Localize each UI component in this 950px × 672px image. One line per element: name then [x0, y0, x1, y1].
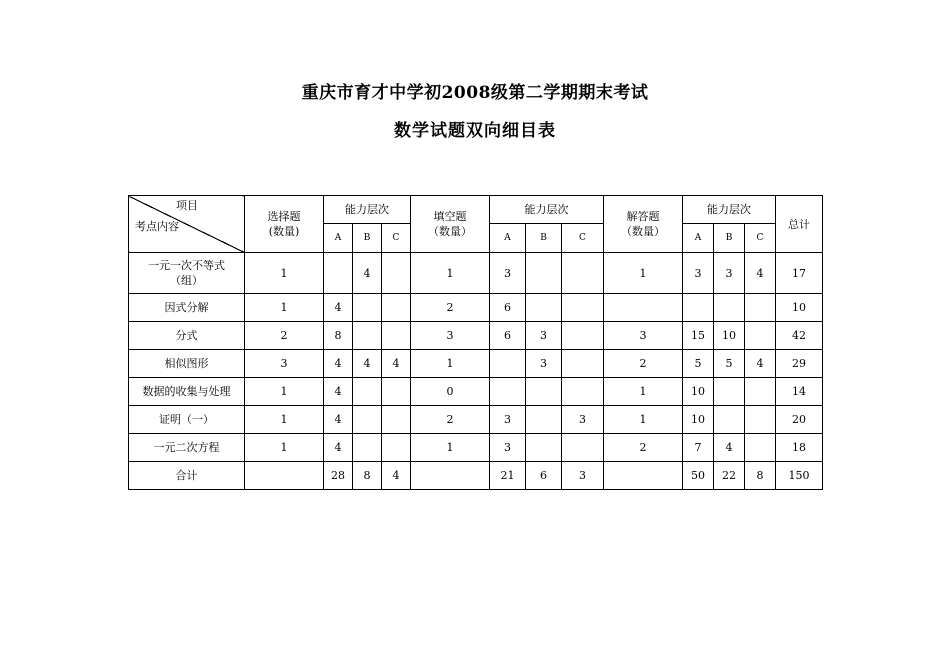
answer-a: 5: [683, 350, 714, 378]
choice-a: 4: [324, 378, 353, 406]
answer-count: 1: [604, 378, 683, 406]
fill-b: 6: [526, 462, 562, 490]
fill-b: [526, 294, 562, 322]
choice-count: 1: [245, 378, 324, 406]
choice-a: 4: [324, 434, 353, 462]
fill-c: [562, 378, 604, 406]
table-row: [129, 322, 823, 350]
header-answer-ability: 能力层次: [683, 196, 776, 224]
choice-b: 4: [353, 350, 382, 378]
fill-a: 3: [490, 406, 526, 434]
choice-b: [353, 294, 382, 322]
topic-cell: 分式: [129, 322, 245, 350]
level-a: A: [490, 224, 526, 253]
fill-c: 3: [562, 462, 604, 490]
answer-count: 1: [604, 253, 683, 294]
answer-a: 50: [683, 462, 714, 490]
answer-b: 4: [714, 434, 745, 462]
fill-a: 6: [490, 294, 526, 322]
fill-count: 0: [411, 378, 490, 406]
fill-b: [526, 378, 562, 406]
answer-c: 4: [745, 350, 776, 378]
answer-c: [745, 434, 776, 462]
choice-a: 4: [324, 350, 353, 378]
fill-count: 3: [411, 322, 490, 350]
choice-c: [382, 406, 411, 434]
topic-cell: 数据的收集与处理: [129, 378, 245, 406]
answer-count: 2: [604, 350, 683, 378]
level-c: C: [562, 224, 604, 253]
choice-b: 8: [353, 462, 382, 490]
answer-count: 2: [604, 434, 683, 462]
table-row: [129, 406, 823, 434]
header-total: 总计: [776, 196, 823, 253]
level-c: C: [382, 224, 411, 253]
header-row-1: [129, 196, 823, 224]
fill-a: 6: [490, 322, 526, 350]
fill-a: 3: [490, 434, 526, 462]
table-row: [129, 253, 823, 294]
row-total: 20: [776, 406, 823, 434]
row-total: 29: [776, 350, 823, 378]
header-fill-ability: 能力层次: [490, 196, 604, 224]
answer-c: [745, 406, 776, 434]
table-row: [129, 350, 823, 378]
answer-a: 10: [683, 378, 714, 406]
fill-count: 1: [411, 434, 490, 462]
row-total: 14: [776, 378, 823, 406]
topic-cell: 相似图形: [129, 350, 245, 378]
fill-count: [411, 462, 490, 490]
table-row: [129, 434, 823, 462]
header-topic: 考点内容: [135, 220, 179, 233]
answer-c: [745, 294, 776, 322]
table-row: [129, 294, 823, 322]
topic-cell: 一元一次不等式 （组）: [129, 253, 245, 294]
choice-count: 2: [245, 322, 324, 350]
topic-cell: 证明（一）: [129, 406, 245, 434]
choice-count: 3: [245, 350, 324, 378]
choice-c: [382, 294, 411, 322]
header-item: 项目: [176, 199, 198, 212]
row-total: 17: [776, 253, 823, 294]
choice-count: 1: [245, 253, 324, 294]
document-title: 重庆市育才中学初2008级第二学期期末考试: [301, 83, 649, 103]
header-fill: 填空题 （数量）: [411, 196, 490, 253]
level-a: A: [324, 224, 353, 253]
choice-c: [382, 434, 411, 462]
answer-a: 3: [683, 253, 714, 294]
choice-count: 1: [245, 294, 324, 322]
choice-c: [382, 253, 411, 294]
answer-a: 10: [683, 406, 714, 434]
header-answer: 解答题 （数量）: [604, 196, 683, 253]
choice-b: 4: [353, 253, 382, 294]
fill-a: 3: [490, 253, 526, 294]
choice-c: 4: [382, 350, 411, 378]
choice-a: [324, 253, 353, 294]
fill-b: 3: [526, 322, 562, 350]
fill-b: [526, 406, 562, 434]
answer-c: [745, 322, 776, 350]
answer-count: 3: [604, 322, 683, 350]
fill-c: 3: [562, 406, 604, 434]
answer-b: 3: [714, 253, 745, 294]
answer-a: [683, 294, 714, 322]
choice-count: 1: [245, 434, 324, 462]
fill-count: 2: [411, 406, 490, 434]
sum-label: 合计: [129, 462, 245, 490]
fill-c: [562, 322, 604, 350]
choice-a: 28: [324, 462, 353, 490]
choice-c: [382, 378, 411, 406]
answer-count: [604, 294, 683, 322]
level-b: B: [714, 224, 745, 253]
row-total: 10: [776, 294, 823, 322]
document-subtitle: 数学试题双向细目表: [394, 121, 556, 141]
fill-count: 2: [411, 294, 490, 322]
choice-a: 4: [324, 406, 353, 434]
topic-cell: 一元二次方程: [129, 434, 245, 462]
answer-b: 10: [714, 322, 745, 350]
choice-b: [353, 406, 382, 434]
header-choice-ability: 能力层次: [324, 196, 411, 224]
answer-b: 22: [714, 462, 745, 490]
row-total: 18: [776, 434, 823, 462]
fill-b: [526, 253, 562, 294]
fill-a: 21: [490, 462, 526, 490]
choice-count: 1: [245, 406, 324, 434]
choice-a: 8: [324, 322, 353, 350]
fill-b: 3: [526, 350, 562, 378]
answer-c: [745, 378, 776, 406]
level-c: C: [745, 224, 776, 253]
fill-c: [562, 350, 604, 378]
answer-b: [714, 294, 745, 322]
answer-b: 5: [714, 350, 745, 378]
choice-a: 4: [324, 294, 353, 322]
level-b: B: [353, 224, 382, 253]
answer-a: 15: [683, 322, 714, 350]
choice-b: [353, 434, 382, 462]
fill-count: 1: [411, 350, 490, 378]
answer-b: [714, 406, 745, 434]
row-total: 42: [776, 322, 823, 350]
level-a: A: [683, 224, 714, 253]
choice-b: [353, 378, 382, 406]
table-row: [129, 378, 823, 406]
answer-b: [714, 378, 745, 406]
spec-table: [128, 195, 823, 490]
answer-c: 4: [745, 253, 776, 294]
choice-b: [353, 322, 382, 350]
answer-a: 7: [683, 434, 714, 462]
fill-count: 1: [411, 253, 490, 294]
diagonal-header-cell: [129, 196, 245, 253]
fill-a: [490, 378, 526, 406]
sum-row: [129, 462, 823, 490]
answer-count: [604, 462, 683, 490]
choice-c: 4: [382, 462, 411, 490]
fill-b: [526, 434, 562, 462]
level-b: B: [526, 224, 562, 253]
fill-c: [562, 434, 604, 462]
fill-a: [490, 350, 526, 378]
topic-cell: 因式分解: [129, 294, 245, 322]
choice-count: [245, 462, 324, 490]
fill-c: [562, 294, 604, 322]
answer-count: 1: [604, 406, 683, 434]
grand-total: 150: [776, 462, 823, 490]
choice-c: [382, 322, 411, 350]
answer-c: 8: [745, 462, 776, 490]
header-choice: 选择题 (数量): [245, 196, 324, 253]
fill-c: [562, 253, 604, 294]
